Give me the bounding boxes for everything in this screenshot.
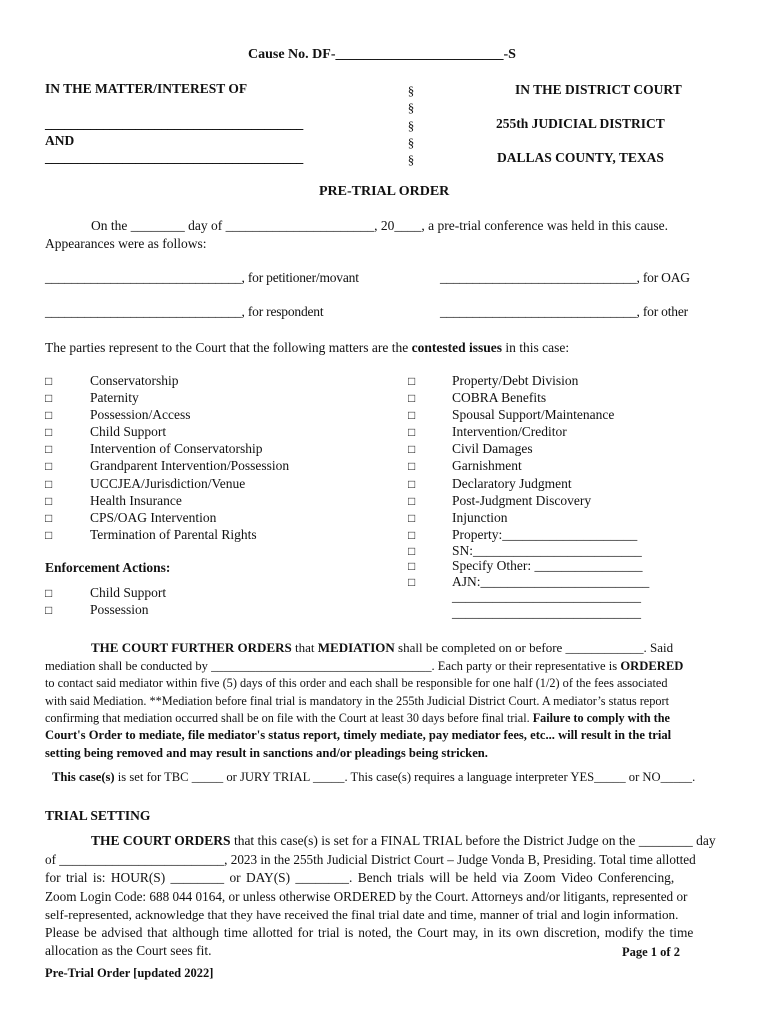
trial-text: that this case(s) is set for a FINAL TRIAL before the District Judge on the ________ day [230,833,716,848]
appearance-respondent[interactable]: ______________________________, for respondent [45,304,324,319]
trial-setting-heading: TRIAL SETTING [45,808,151,823]
checkbox-icon[interactable]: □ [45,459,53,474]
judicial-district: 255th JUDICIAL DISTRICT [496,116,665,131]
section-symbols [403,82,419,168]
issue-label: Conservatorship [90,373,179,388]
issue-checkbox-row[interactable] [45,406,289,423]
issue-label: Post-Judgment Discovery [452,492,592,508]
issue-label: SN:_________________________ [452,542,642,558]
mediation-line-2 [45,657,683,676]
issue-label: Intervention/Creditor [452,424,567,440]
issue-label: Civil Damages [452,441,533,457]
contested-issues-intro [45,340,569,356]
issue-label: Property/Debt Division [452,373,579,388]
form-version: Pre-Trial Order [updated 2022] [45,966,214,980]
checkbox-icon[interactable]: □ [45,476,53,491]
mediation-bold-keyword: MEDIATION [317,640,395,655]
issue-label: UCCJEA/Jurisdiction/Venue [90,475,246,491]
left-issue-list [45,372,289,543]
contested-bold: contested issues [411,340,503,355]
issue-label: COBRA Benefits [452,390,547,406]
issue-checkbox-row[interactable] [408,440,649,457]
mediation-line-1 [91,639,673,658]
issue-label: Injunction [452,509,508,525]
trial-bold-lead: THE COURT ORDERS [91,833,231,848]
issue-label: Intervention of Conservatorship [90,441,263,457]
checkbox-icon[interactable]: □ [408,391,416,406]
checkbox-icon[interactable]: □ [408,476,416,491]
checkbox-icon[interactable]: □ [45,391,53,406]
issue-label: Paternity [90,390,139,406]
enforcement-label: Child Support [90,585,167,600]
issue-checkbox-row[interactable] [408,457,649,474]
checkbox-icon[interactable]: □ [408,425,416,440]
checkbox-icon[interactable]: □ [45,408,53,423]
contested-prefix: The parties represent to the Court that the following matters are the [45,340,412,355]
issue-checkbox-row[interactable] [45,389,289,406]
mediation-text: confirming that mediation occurred shall be on file with the Court at least 30 days before final trial. [45,711,533,725]
right-issue-list [408,372,649,620]
issue-checkbox-row[interactable] [45,440,289,457]
enforcement-label: Possession [90,602,149,618]
case-set-line [52,770,695,785]
checkbox-icon[interactable]: □ [45,527,53,542]
mediation-line-3: to contact said mediator within five (5) days of this order and each shall be responsible for one half (1/2) of the fees associated [45,676,668,690]
issue-checkbox-row[interactable] [408,526,649,543]
case-set-text: is set for TBC _____ or JURY TRIAL _____. This case(s) requires a language interpreter YES_____ or NO_____. [114,770,696,784]
issue-label: Possession/Access [90,407,191,423]
contested-suffix: in this case: [502,340,570,355]
checkbox-icon[interactable]: □ [408,527,416,542]
issue-label: Grandparent Intervention/Possession [90,458,290,474]
appearance-other[interactable]: ______________________________, for other [440,304,688,319]
issue-checkbox-row[interactable] [408,509,649,526]
appearance-petitioner[interactable]: ______________________________, for petitioner/movant [45,270,359,285]
issue-checkbox-row[interactable] [408,406,649,423]
party-blank-line-1[interactable]: ________________________________________ [45,116,304,131]
checkbox-icon[interactable]: □ [45,374,53,388]
section-symbol: § [407,152,415,168]
checkbox-icon[interactable]: □ [45,442,53,457]
intro-line-2: Appearances were as follows: [45,236,207,251]
enforcement-checkbox-row[interactable] [45,584,166,601]
blank-line[interactable]: ____________________________ [452,604,641,620]
blank-line[interactable]: ____________________________ [452,589,641,605]
checkbox-icon[interactable]: □ [45,603,53,618]
issue-label: CPS/OAG Intervention [90,509,217,525]
extra-blank-line[interactable] [408,605,649,621]
checkbox-icon[interactable]: □ [408,442,416,457]
issue-label: Child Support [90,424,167,440]
issue-checkbox-row[interactable] [408,574,649,590]
mediation-ordered: ORDERED [620,659,684,673]
checkbox-icon[interactable]: □ [45,586,53,600]
mediation-line-6: Court's Order to mediate, file mediator's status report, timely mediate, pay mediator fees, etc... will result in the trial [45,728,672,742]
appearance-oag[interactable]: ______________________________, for OAG [440,270,690,285]
case-set-bold: This case(s) [52,770,115,784]
mediation-text: mediation shall be conducted by ___________________________________. Each party or their representative is [45,659,621,673]
issue-checkbox-row[interactable] [408,475,649,492]
checkbox-icon[interactable]: □ [45,510,53,525]
mediation-bold-lead: THE COURT FURTHER ORDERS [91,640,292,655]
trial-line-1 [91,832,716,851]
page-number: Page 1 of 2 [622,945,680,959]
checkbox-icon[interactable]: □ [408,408,416,423]
issue-label: Spousal Support/Maintenance [452,407,615,423]
trial-line-2: of _________________________, 2023 in the 255th Judicial District Court – Judge Vonda B, Presiding. Total time allotted [45,852,696,867]
checkbox-icon[interactable]: □ [408,459,416,474]
mediation-warning: Failure to comply with the [532,711,670,725]
page-title: PRE-TRIAL ORDER [319,184,450,199]
checkbox-icon[interactable]: □ [408,493,416,508]
enforcement-heading: Enforcement Actions: [45,560,171,575]
issue-checkbox-row[interactable] [408,543,649,559]
mediation-line-5 [45,709,670,728]
trial-line-4: Zoom Login Code: 688 044 0164, or unless otherwise ORDERED by the Court. Attorneys and/or litigants, represented or [45,889,688,904]
issue-checkbox-row[interactable] [45,509,289,526]
and-label: AND [45,133,75,148]
mediation-text: shall be completed on or before ____________. Said [394,640,674,655]
checkbox-icon[interactable]: □ [45,425,53,440]
party-blank-line-2[interactable]: ________________________________________ [45,150,304,165]
issue-checkbox-row[interactable] [45,423,289,440]
issue-checkbox-row[interactable] [408,372,649,389]
issue-label: Health Insurance [90,492,182,508]
issue-checkbox-row[interactable] [408,492,649,509]
issue-checkbox-row[interactable] [45,457,289,474]
extra-blank-line[interactable] [408,589,649,605]
issue-label: Termination of Parental Rights [90,526,257,542]
issue-checkbox-row[interactable] [408,389,649,406]
trial-line-7: allocation as the Court sees fit. [45,943,212,958]
trial-line-3: for trial is: HOUR(S) ________ or DAY(S) ________. Bench trials will be held via Zoom Video Conferencing, [45,870,675,885]
issue-label: Garnishment [452,458,522,474]
county: DALLAS COUNTY, TEXAS [497,150,664,165]
issue-checkbox-row[interactable] [45,475,289,492]
court-name: IN THE DISTRICT COURT [515,82,682,97]
checkbox-icon[interactable]: □ [408,510,416,525]
cause-number: Cause No. DF-________________________-S [248,47,516,62]
enforcement-list [45,584,166,618]
section-symbol: § [407,117,415,133]
intro-line-1: On the ________ day of ______________________, 20____, a pre-trial conference was held in this cause. [91,218,668,233]
trial-line-6: Please be advised that although time allotted for trial is noted, the Court may, in its own discretion, modify the time [45,925,694,940]
mediation-text: that [291,640,318,655]
mediation-line-7: setting being removed and may result in sanctions and/or pleadings being stricken. [45,746,488,760]
checkbox-icon[interactable]: □ [408,374,416,388]
issue-checkbox-row[interactable] [45,526,289,543]
section-symbol: § [407,83,415,98]
checkbox-icon[interactable]: □ [45,493,53,508]
mediation-line-4: with said Mediation. **Mediation before final trial is mandatory in the 255th Judicial District Court. A mediator’s status report [45,694,670,708]
checkbox-icon[interactable]: □ [408,543,416,558]
issue-checkbox-row[interactable] [45,492,289,509]
enforcement-checkbox-row[interactable] [45,601,166,618]
issue-checkbox-row[interactable] [45,372,289,389]
matter-heading: IN THE MATTER/INTEREST OF [45,81,248,96]
issue-label: Specify Other: ________________ [452,558,643,574]
section-symbol: § [407,134,415,150]
issue-checkbox-row[interactable] [408,423,649,440]
issue-checkbox-row[interactable] [408,558,649,574]
issue-label: AJN:_________________________ [452,573,650,589]
checkbox-icon[interactable]: □ [408,574,416,589]
trial-line-5: self-represented, acknowledge that they have received the final trial date and time, manner of trial and login information. [45,907,679,922]
checkbox-icon[interactable]: □ [408,559,416,574]
issue-label: Property:____________________ [452,526,638,542]
section-symbol: § [407,100,415,116]
issue-label: Declaratory Judgment [452,475,572,491]
